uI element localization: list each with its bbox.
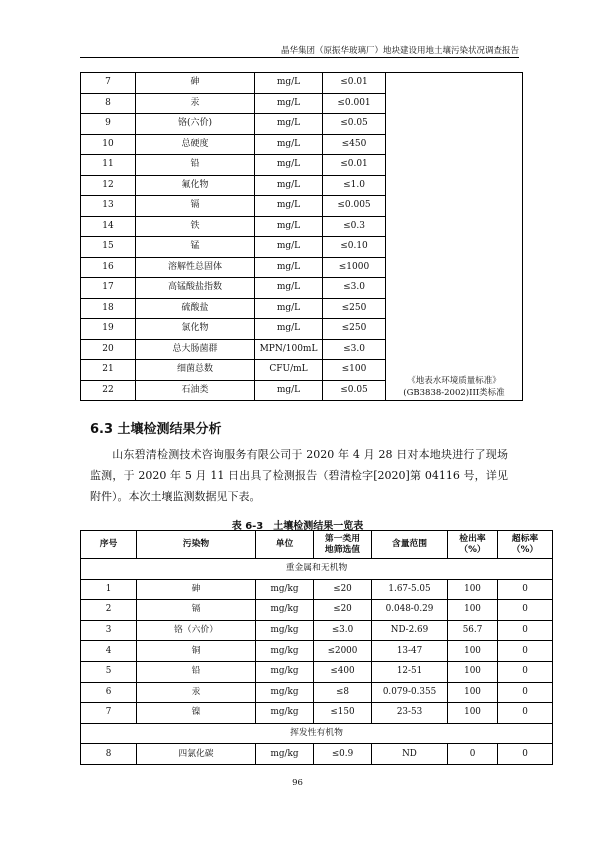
pollutant-name: 铅 bbox=[137, 661, 256, 682]
soil-results-table bbox=[80, 530, 553, 765]
pollutant-name: 高锰酸盐指数 bbox=[136, 278, 255, 299]
detection-rate: 100 bbox=[448, 682, 498, 703]
pollutant-name: 溶解性总固体 bbox=[136, 257, 255, 278]
row-number: 5 bbox=[81, 661, 137, 682]
unit: mg/L bbox=[255, 298, 323, 319]
unit: mg/L bbox=[255, 73, 323, 94]
header-screen-line2: 地筛选值 bbox=[324, 544, 361, 555]
exceedance-rate: 0 bbox=[498, 682, 553, 703]
pollutant-name: 砷 bbox=[137, 579, 256, 600]
detection-rate: 100 bbox=[448, 579, 498, 600]
row-number: 11 bbox=[81, 155, 136, 176]
pollutant-name: 铜 bbox=[137, 641, 256, 662]
detection-rate: 100 bbox=[448, 600, 498, 621]
standard-line2: (GB3838-2002)III类标准 bbox=[403, 388, 505, 398]
group-volatile-organics bbox=[81, 723, 553, 744]
screening-value: ≤8 bbox=[314, 682, 372, 703]
exceedance-rate: 0 bbox=[498, 661, 553, 682]
row-number: 8 bbox=[81, 93, 136, 114]
standard-note bbox=[386, 73, 523, 401]
row-number: 14 bbox=[81, 216, 136, 237]
pollutant-name: 铬(六价) bbox=[136, 114, 255, 135]
exceedance-rate: 0 bbox=[498, 600, 553, 621]
row-number: 16 bbox=[81, 257, 136, 278]
unit: mg/kg bbox=[256, 600, 314, 621]
pollutant-name: 氟化物 bbox=[136, 175, 255, 196]
unit: mg/kg bbox=[256, 641, 314, 662]
limit-value: ≤450 bbox=[323, 134, 386, 155]
row-number: 15 bbox=[81, 237, 136, 258]
header-detect-line1: 检出率 bbox=[459, 533, 486, 544]
table-row bbox=[81, 600, 553, 621]
group-heavy-metals bbox=[81, 559, 553, 580]
content-range: 12-51 bbox=[372, 661, 448, 682]
exceedance-rate: 0 bbox=[498, 744, 553, 765]
table-row bbox=[81, 661, 553, 682]
row-number: 8 bbox=[81, 744, 137, 765]
header-pollutant: 污染物 bbox=[137, 531, 256, 559]
content-range: ND-2.69 bbox=[372, 620, 448, 641]
pollutant-name: 铅 bbox=[136, 155, 255, 176]
limit-value: ≤0.01 bbox=[323, 155, 386, 176]
header-detect bbox=[448, 531, 498, 559]
screening-value: ≤20 bbox=[314, 600, 372, 621]
table-row bbox=[81, 579, 553, 600]
header-screen bbox=[314, 531, 372, 559]
header-exceed bbox=[498, 531, 553, 559]
exceedance-rate: 0 bbox=[498, 703, 553, 724]
group-volatile-organics-label: 挥发性有机物 bbox=[81, 723, 553, 744]
table-row bbox=[81, 682, 553, 703]
pollutant-name: 汞 bbox=[137, 682, 256, 703]
content-range: 13-47 bbox=[372, 641, 448, 662]
table-row bbox=[81, 73, 523, 94]
pollutant-name: 总大肠菌群 bbox=[136, 339, 255, 360]
pollutant-name: 汞 bbox=[136, 93, 255, 114]
row-number: 20 bbox=[81, 339, 136, 360]
screening-value: ≤2000 bbox=[314, 641, 372, 662]
row-number: 12 bbox=[81, 175, 136, 196]
unit: mg/L bbox=[255, 216, 323, 237]
row-number: 3 bbox=[81, 620, 137, 641]
content-range: ND bbox=[372, 744, 448, 765]
unit: mg/kg bbox=[256, 661, 314, 682]
unit: mg/kg bbox=[256, 744, 314, 765]
header-detect-line2: （%） bbox=[459, 544, 486, 555]
content-range: 0.079-0.355 bbox=[372, 682, 448, 703]
header-title: 晶华集团（原振华玻璃厂）地块建设用地土壤污染状况调查报告 bbox=[280, 46, 519, 56]
unit: mg/kg bbox=[256, 703, 314, 724]
exceedance-rate: 0 bbox=[498, 579, 553, 600]
standard-line1: 《地表水环境质量标准》 bbox=[407, 376, 501, 386]
content-range: 0.048-0.29 bbox=[372, 600, 448, 621]
unit: mg/L bbox=[255, 175, 323, 196]
unit: mg/L bbox=[255, 196, 323, 217]
unit: mg/kg bbox=[256, 579, 314, 600]
detection-rate: 100 bbox=[448, 661, 498, 682]
pollutant-name: 四氯化碳 bbox=[137, 744, 256, 765]
row-number: 10 bbox=[81, 134, 136, 155]
row-number: 22 bbox=[81, 380, 136, 401]
limit-value: ≤1000 bbox=[323, 257, 386, 278]
pollutant-name: 石油类 bbox=[136, 380, 255, 401]
content-range: 23-53 bbox=[372, 703, 448, 724]
unit: mg/L bbox=[255, 237, 323, 258]
row-number: 21 bbox=[81, 360, 136, 381]
limit-value: ≤250 bbox=[323, 298, 386, 319]
limit-value: ≤3.0 bbox=[323, 339, 386, 360]
pollutant-name: 锰 bbox=[136, 237, 255, 258]
unit: mg/kg bbox=[256, 620, 314, 641]
limit-value: ≤250 bbox=[323, 319, 386, 340]
row-number: 7 bbox=[81, 703, 137, 724]
row-number: 13 bbox=[81, 196, 136, 217]
unit: mg/L bbox=[255, 93, 323, 114]
unit: mg/kg bbox=[256, 682, 314, 703]
header-no: 序号 bbox=[81, 531, 137, 559]
row-number: 19 bbox=[81, 319, 136, 340]
header-screen-line1: 第一类用 bbox=[324, 533, 361, 544]
screening-value: ≤150 bbox=[314, 703, 372, 724]
screening-value: ≤20 bbox=[314, 579, 372, 600]
pollutant-name: 硫酸盐 bbox=[136, 298, 255, 319]
table-row bbox=[81, 744, 553, 765]
pollutant-name: 铬（六价） bbox=[137, 620, 256, 641]
row-number: 17 bbox=[81, 278, 136, 299]
unit: mg/L bbox=[255, 134, 323, 155]
table-row bbox=[81, 620, 553, 641]
row-number: 7 bbox=[81, 73, 136, 94]
header-range: 含量范围 bbox=[372, 531, 448, 559]
detection-rate: 56.7 bbox=[448, 620, 498, 641]
water-standard-table bbox=[80, 72, 523, 401]
limit-value: ≤1.0 bbox=[323, 175, 386, 196]
row-number: 6 bbox=[81, 682, 137, 703]
page-header bbox=[80, 40, 519, 58]
limit-value: ≤0.005 bbox=[323, 196, 386, 217]
limit-value: ≤0.05 bbox=[323, 380, 386, 401]
unit: mg/L bbox=[255, 319, 323, 340]
exceedance-rate: 0 bbox=[498, 620, 553, 641]
row-number: 1 bbox=[81, 579, 137, 600]
screening-value: ≤400 bbox=[314, 661, 372, 682]
content-range: 1.67-5.05 bbox=[372, 579, 448, 600]
header-exceed-line1: 超标率 bbox=[511, 533, 539, 544]
table-caption: 表 6-3 土壤检测结果一览表 bbox=[231, 521, 364, 532]
unit: mg/L bbox=[255, 257, 323, 278]
limit-value: ≤100 bbox=[323, 360, 386, 381]
limit-value: ≤0.001 bbox=[323, 93, 386, 114]
limit-value: ≤0.05 bbox=[323, 114, 386, 135]
unit: mg/L bbox=[255, 114, 323, 135]
header-exceed-line2: （%） bbox=[511, 544, 539, 555]
pollutant-name: 氯化物 bbox=[136, 319, 255, 340]
unit: mg/L bbox=[255, 278, 323, 299]
paragraph-text: 山东碧清检测技术咨询服务有限公司于 2020 年 4 月 28 日对本地块进行了现场监测，于 2020 年 5 月 11 日出具了检测报告（碧清检字[2020]第 04116 号，详见附件）。本次土壤监测数据见下表。 bbox=[90, 448, 508, 503]
detection-rate: 100 bbox=[448, 641, 498, 662]
detection-rate: 100 bbox=[448, 703, 498, 724]
pollutant-name: 铁 bbox=[136, 216, 255, 237]
pollutant-name: 镉 bbox=[137, 600, 256, 621]
header-unit: 单位 bbox=[256, 531, 314, 559]
unit: CFU/mL bbox=[255, 360, 323, 381]
screening-value: ≤0.9 bbox=[314, 744, 372, 765]
unit: mg/L bbox=[255, 155, 323, 176]
pollutant-name: 镍 bbox=[137, 703, 256, 724]
row-number: 4 bbox=[81, 641, 137, 662]
page-number: 96 bbox=[292, 778, 303, 788]
unit: MPN/100mL bbox=[255, 339, 323, 360]
table-row bbox=[81, 641, 553, 662]
pollutant-name: 镉 bbox=[136, 196, 255, 217]
body-paragraph bbox=[90, 444, 508, 507]
pollutant-name: 细菌总数 bbox=[136, 360, 255, 381]
table-header-row bbox=[81, 531, 553, 559]
pollutant-name: 总硬度 bbox=[136, 134, 255, 155]
unit: mg/L bbox=[255, 380, 323, 401]
pollutant-name: 砷 bbox=[136, 73, 255, 94]
detection-rate: 0 bbox=[448, 744, 498, 765]
group-heavy-metals-label: 重金属和无机物 bbox=[81, 559, 553, 580]
exceedance-rate: 0 bbox=[498, 641, 553, 662]
row-number: 2 bbox=[81, 600, 137, 621]
row-number: 18 bbox=[81, 298, 136, 319]
limit-value: ≤0.01 bbox=[323, 73, 386, 94]
limit-value: ≤0.10 bbox=[323, 237, 386, 258]
screening-value: ≤3.0 bbox=[314, 620, 372, 641]
limit-value: ≤3.0 bbox=[323, 278, 386, 299]
section-heading: 6.3 土壤检测结果分析 bbox=[90, 422, 222, 437]
limit-value: ≤0.3 bbox=[323, 216, 386, 237]
table-row bbox=[81, 703, 553, 724]
row-number: 9 bbox=[81, 114, 136, 135]
